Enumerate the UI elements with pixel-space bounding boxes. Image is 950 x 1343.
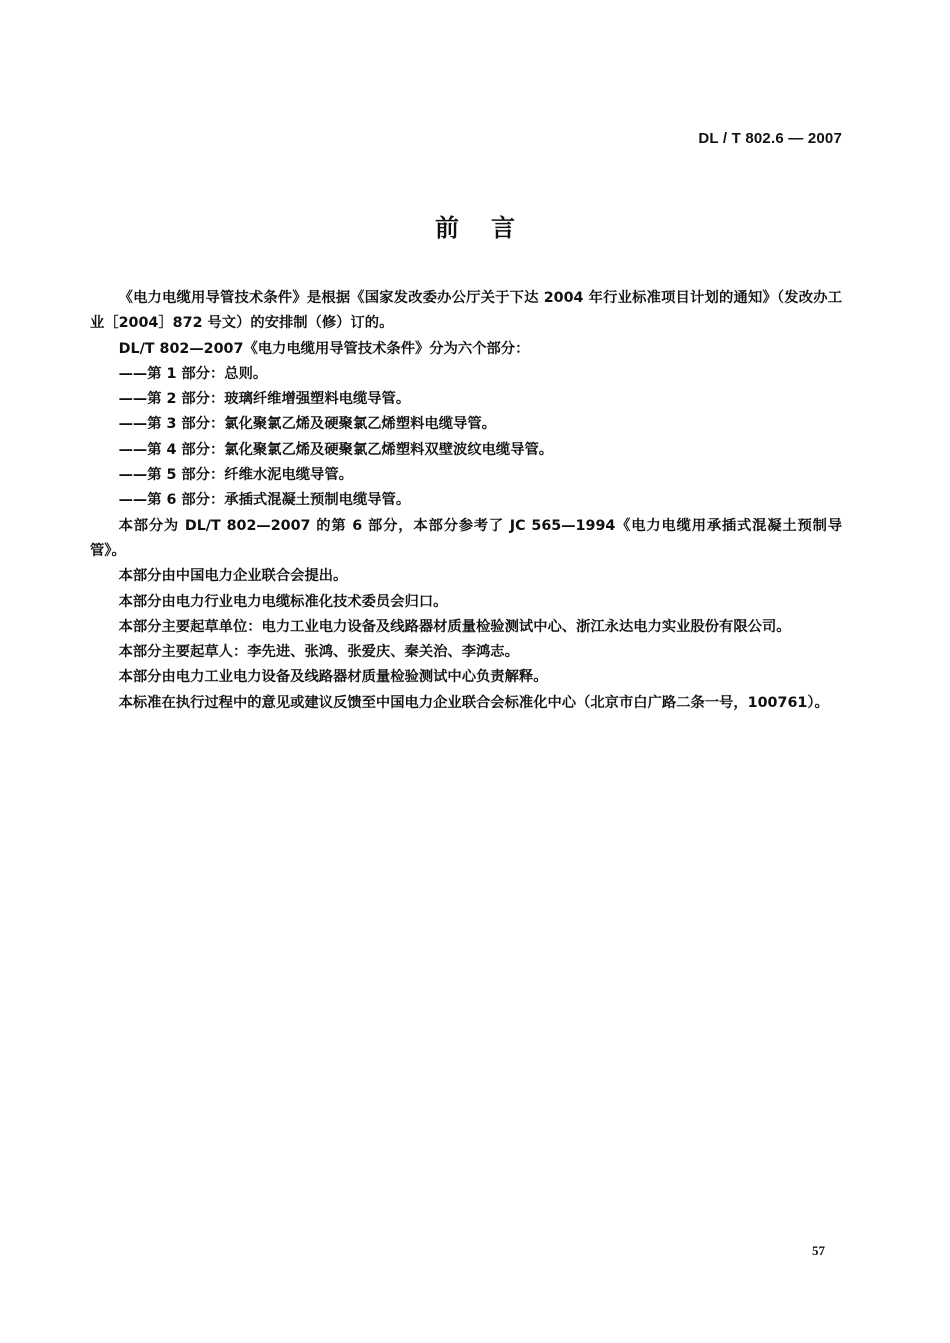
list-item-part-5: ——第 5 部分：纤维水泥电缆导管。 [118,467,353,484]
paragraph-interpretation: 本部分由电力工业电力设备及线路器材质量检验测试中心负责解释。 [118,669,548,686]
paragraph-parts-intro: DL/T 802—2007《电力电缆用导管技术条件》分为六个部分： [118,340,530,357]
paragraph-drafting-units: 本部分主要起草单位：电力工业电力设备及线路器材质量检验测试中心、浙江永达电力实业股份有限公司。 [118,618,791,635]
paragraph-reference: 本部分为 DL/T 802—2007 的第 6 部分，本部分参考了 JC 565—1994《电力电缆用承插式混凝土预制导管》。 [90,517,842,559]
list-item-part-6: ——第 6 部分：承插式混凝土预制电缆导管。 [118,492,411,509]
paragraph-basis: 《电力电缆用导管技术条件》是根据《国家发改委办公厅关于下达 2004 年行业标准项目计划的通知》（发改办工业［2004］872 号文）的安排制（修）订的。 [90,290,842,332]
paragraph-committee: 本部分由电力行业电力电缆标准化技术委员会归口。 [118,593,448,610]
paragraph-proposer: 本部分由中国电力企业联合会提出。 [118,568,348,585]
paragraph-drafters: 本部分主要起草人：李先进、张鸿、张爱庆、秦关治、李鸿志。 [118,644,519,661]
list-item-part-2: ——第 2 部分：玻璃纤维增强塑料电缆导管。 [118,391,411,408]
list-item-part-3: ——第 3 部分：氯化聚氯乙烯及硬聚氯乙烯塑料电缆导管。 [118,416,496,433]
list-item-part-1: ——第 1 部分：总则。 [118,365,268,382]
list-item-part-4: ——第 4 部分：氯化聚氯乙烯及硬聚氯乙烯塑料双壁波纹电缆导管。 [118,441,554,458]
page-title: 前言 [435,214,547,242]
page-number: 57 [812,1243,825,1258]
foreword-body [90,286,842,716]
paragraph-feedback: 本标准在执行过程中的意见或建议反馈至中国电力企业联合会标准化中心（北京市白广路二条一号，100761）。 [118,694,829,711]
document-code: DL / T 802.6 — 2007 [698,130,842,147]
